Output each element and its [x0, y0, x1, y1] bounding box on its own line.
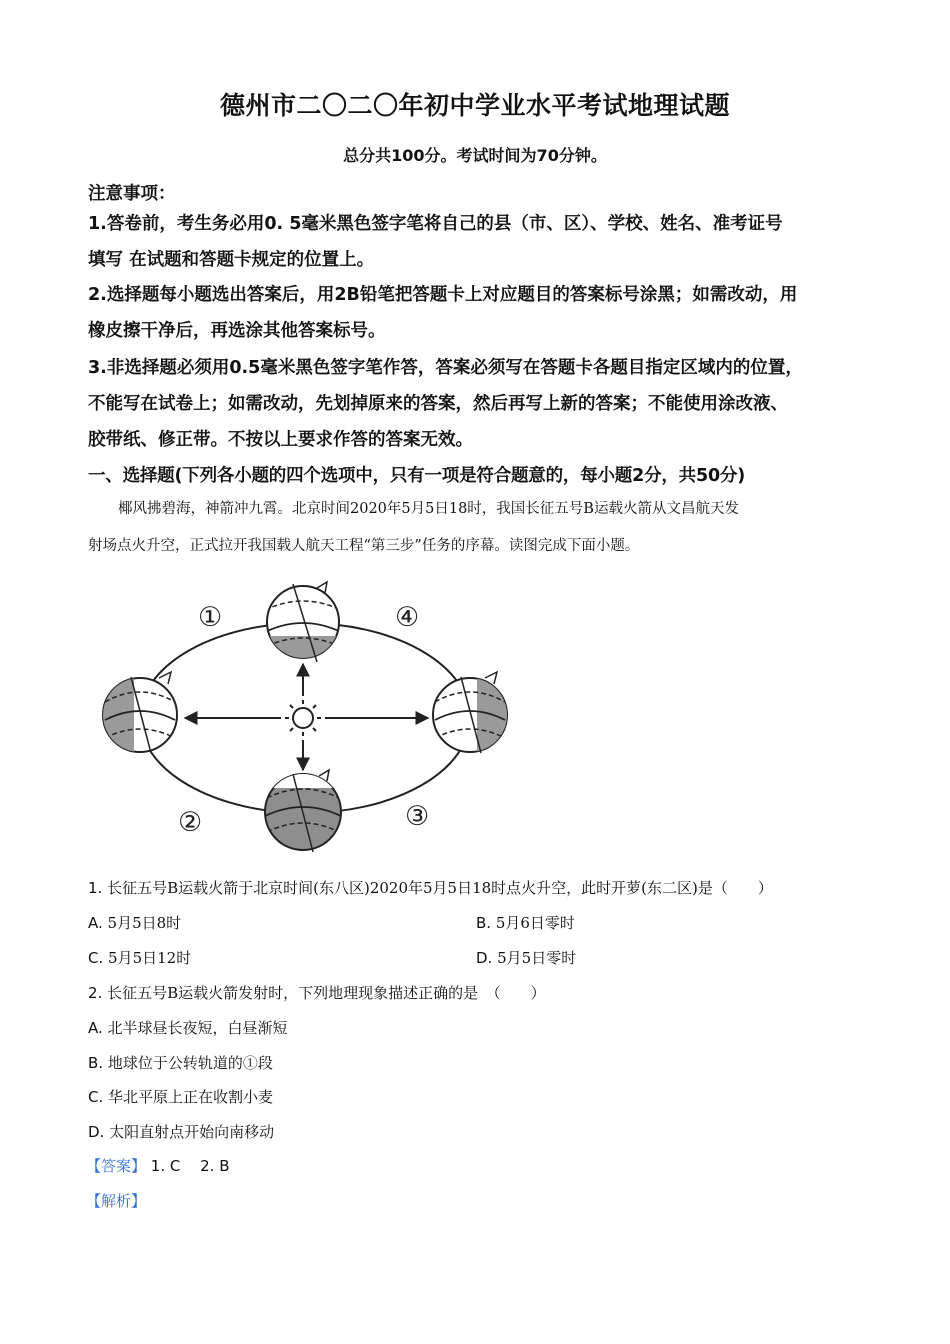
notice-line: 3.非选择题必须用0.5毫米黑色签字笔作答，答案必须写在答题卡各题目指定区域内的位置， [88, 358, 803, 378]
question-number: 2. [88, 984, 103, 1002]
earth-globe-left [100, 672, 177, 755]
orbit-label: ② [178, 807, 203, 838]
option-b: B. 地球位于公转轨道的①段 [88, 1054, 273, 1072]
answer-line [86, 1155, 230, 1177]
notice-heading: 注意事项： [88, 184, 176, 204]
analysis-line [86, 1190, 146, 1212]
earth-orbit-diagram [95, 580, 525, 855]
sun-icon [285, 700, 321, 736]
notice-line: 1.答卷前，考生务必用0. 5毫米黑色签字笔将自己的县（市、区）、学校、姓名、准考证号 [88, 214, 783, 234]
option-c: C. 5月5日12时 [88, 949, 192, 967]
option-a: A. 北半球昼长夜短，白昼渐短 [88, 1019, 288, 1037]
question-1-stem [88, 877, 773, 899]
option-b: B. 5月6日零时 [476, 914, 575, 932]
answer-tag: 【答案】 [86, 1157, 147, 1175]
option-a: A. 5月5日8时 [88, 914, 182, 932]
passage-line: 椰风拂碧海，神箭冲九霄。北京时间2020年5月5日18时，我国长征五号B运载火箭从文昌航天发 [118, 501, 739, 517]
notice-line: 2.选择题每小题选出答案后，用2B铅笔把答题卡上对应题目的答案标号涂黑；如需改动，用 [88, 285, 798, 305]
earth-globe-right [433, 672, 513, 755]
question-number: 1. [88, 879, 103, 897]
question-2-stem [88, 982, 546, 1004]
answer-text: 1. C 2. B [150, 1157, 230, 1175]
earth-globe-top [260, 582, 350, 666]
exam-subtitle: 总分共100分。考试时间为70分钟。 [343, 146, 607, 165]
notice-line: 不能写在试卷上；如需改动，先划掉原来的答案，然后再写上新的答案；不能使用涂改液、 [88, 394, 788, 414]
option-d: D. 5月5日零时 [476, 949, 577, 967]
notice-line: 橡皮擦干净后，再选涂其他答案标号。 [88, 321, 386, 341]
option-c: C. 华北平原上正在收割小麦 [88, 1088, 274, 1106]
question-text: 长征五号B运载火箭于北京时间(东八区)2020年5月5日18时点火升空，此时开萝(东二区)是（ ） [107, 879, 773, 897]
section-heading: 一、选择题(下列各小题的四个选项中，只有一项是符合题意的，每小题2分，共50分) [88, 466, 746, 486]
orbit-label: ① [198, 602, 223, 633]
passage-line: 射场点火升空，正式拉开我国载人航天工程“第三步”任务的序幕。读图完成下面小题。 [88, 538, 640, 554]
question-text: 长征五号B运载火箭发射时，下列地理现象描述正确的是 （ ） [107, 984, 546, 1002]
earth-globe-bottom [263, 770, 343, 852]
orbit-label: ④ [395, 602, 420, 633]
page-title: 德州市二〇二〇年初中学业水平考试地理试题 [219, 91, 730, 120]
option-d: D. 太阳直射点开始向南移动 [88, 1123, 275, 1141]
notice-line: 填写 在试题和答题卡规定的位置上。 [88, 250, 375, 270]
notice-line: 胶带纸、修正带。不按以上要求作答的答案无效。 [88, 430, 473, 450]
orbit-label: ③ [405, 801, 430, 832]
analysis-tag: 【解析】 [86, 1192, 147, 1210]
